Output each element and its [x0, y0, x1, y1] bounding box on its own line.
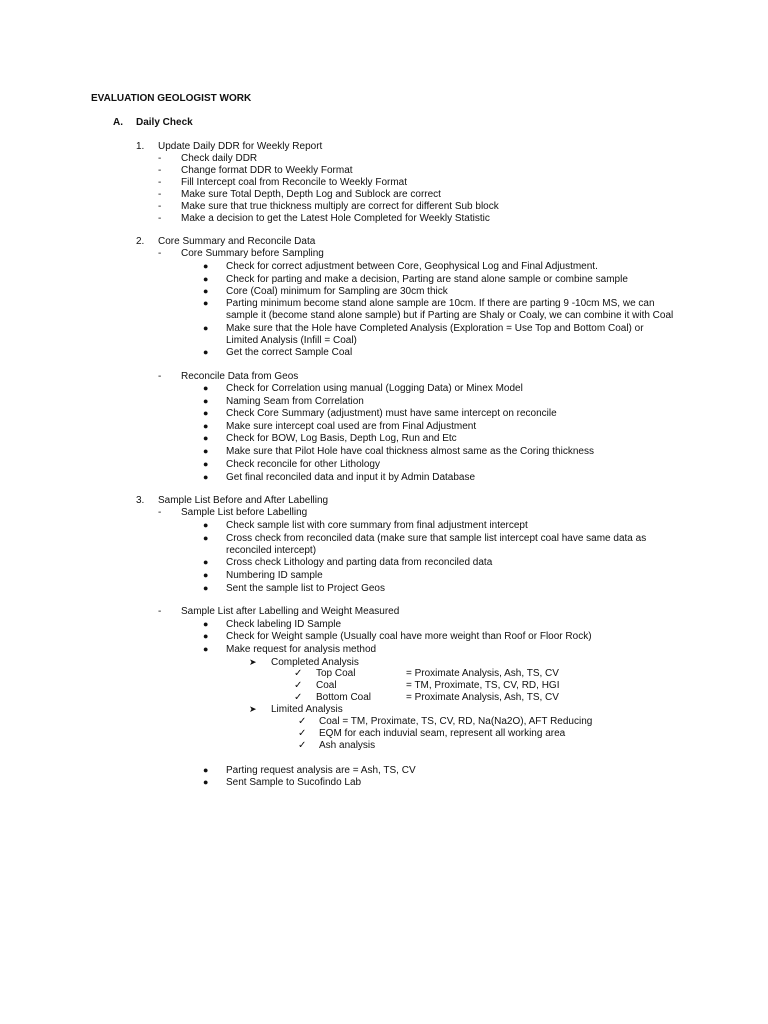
dash-icon: -: [158, 153, 162, 164]
list-item: Check for BOW, Log Basis, Depth Log, Run and Etc: [226, 433, 457, 444]
bullet-icon: ●: [203, 644, 209, 654]
subheading: Sample List after Labelling and Weight Measured: [181, 606, 400, 617]
list-item: Numbering ID sample: [226, 570, 323, 581]
list-item: Check reconcile for other Lithology: [226, 459, 380, 470]
list-item: Make sure that the Hole have Completed Analysis (Exploration = Use Top and Bottom Coal) or: [226, 323, 644, 334]
analysis-label: Coal: [316, 680, 337, 691]
bullet-icon: ●: [203, 583, 209, 593]
bullet-icon: ●: [203, 323, 209, 333]
dash-icon: -: [158, 507, 162, 518]
item-title: Sample List Before and After Labelling: [158, 495, 329, 506]
chevron-right-icon: ➤: [249, 704, 257, 714]
dash-icon: -: [158, 371, 162, 382]
analysis-value: = TM, Proximate, TS, CV, RD, HGI: [406, 680, 560, 691]
bullet-icon: ●: [203, 631, 209, 641]
list-item-continuation: sample it (become stand alone sample) but if Parting are Shaly or Coaly, we can combine it with Coal: [226, 310, 674, 321]
list-item: Core (Coal) minimum for Sampling are 30cm thick: [226, 286, 448, 297]
analysis-value: = Proximate Analysis, Ash, TS, CV: [406, 668, 559, 679]
list-item: Check for correct adjustment between Core, Geophysical Log and Final Adjustment.: [226, 261, 598, 272]
list-item: Check Core Summary (adjustment) must have same intercept on reconcile: [226, 408, 557, 419]
bullet-icon: ●: [203, 459, 209, 469]
checkmark-icon: ✓: [298, 728, 307, 739]
list-item: Check for Weight sample (Usually coal have more weight than Roof or Floor Rock): [226, 631, 592, 642]
page-title: EVALUATION GEOLOGIST WORK: [91, 93, 252, 104]
bullet-icon: ●: [203, 570, 209, 580]
bullet-icon: ●: [203, 520, 209, 530]
list-item: Check for parting and make a decision, Parting are stand alone sample or combine sample: [226, 274, 628, 285]
list-item-continuation: Limited Analysis (Infill = Coal): [226, 335, 357, 346]
list-item: Sent the sample list to Project Geos: [226, 583, 385, 594]
dash-icon: -: [158, 177, 162, 188]
list-item: Cross check Lithology and parting data from reconciled data: [226, 557, 493, 568]
analysis-item: EQM for each induvial seam, represent all working area: [319, 728, 566, 739]
list-item: Get the correct Sample Coal: [226, 347, 353, 358]
item-number: 1.: [136, 141, 145, 152]
checkmark-icon: ✓: [298, 740, 307, 751]
bullet-icon: ●: [203, 286, 209, 296]
bullet-icon: ●: [203, 274, 209, 284]
bullet-icon: ●: [203, 433, 209, 443]
list-item: Parting minimum become stand alone sample are 10cm. If there are parting 9 -10cm MS, we can: [226, 298, 655, 309]
list-item: Parting request analysis are = Ash, TS, CV: [226, 765, 416, 776]
bullet-icon: ●: [203, 347, 209, 357]
subheading: Core Summary before Sampling: [181, 248, 324, 259]
list-item: Fill Intercept coal from Reconcile to Weekly Format: [181, 177, 408, 188]
bullet-icon: ●: [203, 533, 209, 543]
subheading: Sample List before Labelling: [181, 507, 308, 518]
chevron-right-icon: ➤: [249, 657, 257, 667]
list-item: Check for Correlation using manual (Logging Data) or Minex Model: [226, 383, 523, 394]
list-item: Make sure that Pilot Hole have coal thickness almost same as the Coring thickness: [226, 446, 594, 457]
list-item: Check daily DDR: [181, 153, 258, 164]
analysis-label: Bottom Coal: [316, 692, 372, 703]
list-item: Cross check from reconciled data (make sure that sample list intercept coal have same data as: [226, 533, 647, 544]
section-title: Daily Check: [136, 117, 193, 128]
list-item: Check sample list with core summary from final adjustment intercept: [226, 520, 528, 531]
list-item: Make sure intercept coal used are from Final Adjustment: [226, 421, 477, 432]
list-item: Make a decision to get the Latest Hole Completed for Weekly Statistic: [181, 213, 490, 224]
bullet-icon: ●: [203, 421, 209, 431]
item-number: 3.: [136, 495, 145, 506]
list-item-continuation: reconciled intercept): [226, 545, 317, 556]
sub-subheading: Limited Analysis: [271, 704, 343, 715]
dash-icon: -: [158, 165, 162, 176]
bullet-icon: ●: [203, 298, 209, 308]
dash-icon: -: [158, 189, 162, 200]
dash-icon: -: [158, 201, 162, 212]
list-item: Get final reconciled data and input it by Admin Database: [226, 472, 476, 483]
bullet-icon: ●: [203, 383, 209, 393]
section-letter: A.: [113, 117, 123, 128]
bullet-icon: ●: [203, 765, 209, 775]
bullet-icon: ●: [203, 446, 209, 456]
sub-subheading: Completed Analysis: [271, 657, 359, 668]
analysis-item: Ash analysis: [319, 740, 376, 751]
bullet-icon: ●: [203, 261, 209, 271]
item-title: Core Summary and Reconcile Data: [158, 236, 316, 247]
list-item: Change format DDR to Weekly Format: [181, 165, 353, 176]
list-item: Make sure Total Depth, Depth Log and Sublock are correct: [181, 189, 441, 200]
checkmark-icon: ✓: [294, 680, 303, 691]
dash-icon: -: [158, 248, 162, 259]
dash-icon: -: [158, 606, 162, 617]
item-number: 2.: [136, 236, 145, 247]
list-item: Check labeling ID Sample: [226, 619, 342, 630]
bullet-icon: ●: [203, 408, 209, 418]
checkmark-icon: ✓: [298, 716, 307, 727]
bullet-icon: ●: [203, 557, 209, 567]
list-item: Naming Seam from Correlation: [226, 396, 364, 407]
analysis-label: Top Coal: [316, 668, 356, 679]
list-item: Sent Sample to Sucofindo Lab: [226, 777, 362, 788]
list-item: Make request for analysis method: [226, 644, 377, 655]
bullet-icon: ●: [203, 777, 209, 787]
analysis-value: = Proximate Analysis, Ash, TS, CV: [406, 692, 559, 703]
analysis-item: Coal = TM, Proximate, TS, CV, RD, Na(Na2O), AFT Reducing: [319, 716, 593, 727]
bullet-icon: ●: [203, 472, 209, 482]
bullet-icon: ●: [203, 619, 209, 629]
item-title: Update Daily DDR for Weekly Report: [158, 141, 323, 152]
checkmark-icon: ✓: [294, 692, 303, 703]
subheading: Reconcile Data from Geos: [181, 371, 299, 382]
list-item: Make sure that true thickness multiply are correct for different Sub block: [181, 201, 499, 212]
checkmark-icon: ✓: [294, 668, 303, 679]
dash-icon: -: [158, 213, 162, 224]
bullet-icon: ●: [203, 396, 209, 406]
